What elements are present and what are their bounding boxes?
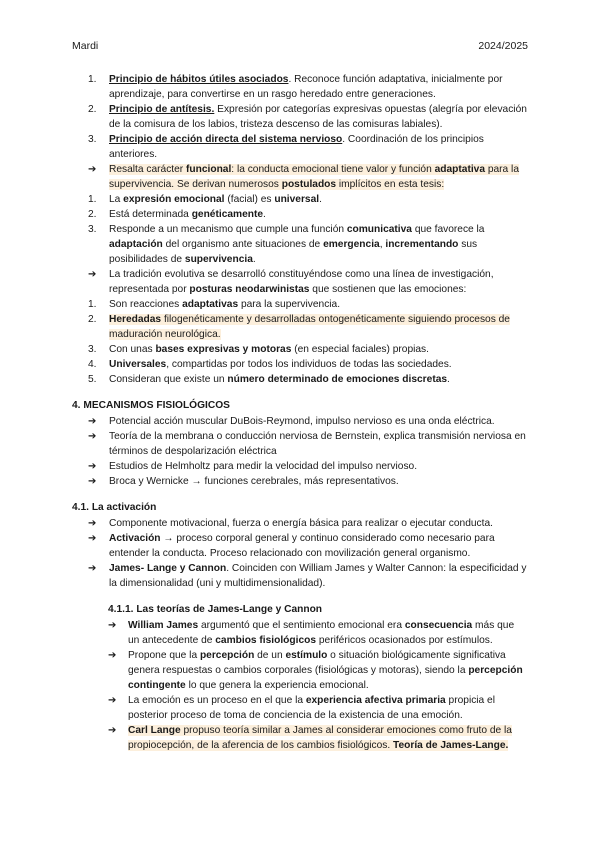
arrow-icon: ➔ bbox=[88, 533, 97, 544]
arrow-item: ➔ William James argumentó que el sentimiento emocional era consecuencia más que un antecedente de cambios fisiológicos periféricos ocasionados por estímulos. bbox=[108, 620, 515, 646]
list-item: 1. La expresión emocional (facial) es universal. bbox=[88, 194, 322, 205]
arrow-item: ➔ Broca y Wernicke → funciones cerebrales, más representativos. bbox=[88, 476, 399, 487]
list-number: 1. bbox=[88, 74, 97, 85]
list-item: 2. Está determinada genéticamente. bbox=[88, 209, 266, 220]
list-item: 1. Son reacciones adaptativas para la supervivencia. bbox=[88, 299, 341, 310]
arrow-icon: ➔ bbox=[88, 416, 97, 427]
list-item: 1. Principio de hábitos útiles asociados. Reconoce función adaptativa, inicialmente por aprendizaje, para convertirse en un rasgo heredado entre generaciones. bbox=[88, 74, 503, 100]
list-number: 3. bbox=[88, 134, 97, 145]
list-number: 3. bbox=[88, 344, 97, 355]
list-item: 4. Universales, compartidas por todos los individuos de todas las sociedades. bbox=[88, 359, 452, 370]
arrow-icon: ➔ bbox=[108, 725, 117, 736]
header-right: 2024/2025 bbox=[478, 40, 528, 52]
arrow-icon: ➔ bbox=[88, 518, 97, 529]
arrow-icon: ➔ bbox=[108, 620, 117, 631]
list-item: 3. Responde a un mecanismo que cumple una función comunicativa que favorece la adaptación del organismo ante situaciones de emergencia, incrementando sus posibilidades de supervivencia. bbox=[88, 224, 485, 265]
arrow-item: ➔ Potencial acción muscular DuBois-Reymond, impulso nervioso es una onda eléctrica. bbox=[88, 416, 495, 427]
arrow-item: ➔ La tradición evolutiva se desarrolló constituyéndose como una línea de investigación, representada por posturas neodarwinistas que sostienen que las emociones: bbox=[88, 269, 494, 295]
arrow-item: ➔ James- Lange y Cannon. Coinciden con William James y Walter Cannon: la especificidad y la dimensionalidad (uni y multidimensionalidad). bbox=[88, 563, 527, 589]
arrow-icon: ➔ bbox=[108, 650, 117, 661]
list-item: 5. Consideran que existe un número determinado de emociones discretas. bbox=[88, 374, 450, 385]
arrow-item: ➔ Componente motivacional, fuerza o energía básica para realizar o ejecutar conducta. bbox=[88, 518, 493, 529]
document-body bbox=[72, 72, 528, 753]
arrow-item: ➔ Activación → proceso corporal general y continuo considerado como necesario para entender la conducta. Proceso relacionado con movilización general organismo. bbox=[88, 533, 495, 559]
principle-title: Principio de antítesis. bbox=[109, 104, 215, 115]
arrow-icon: ➔ bbox=[88, 563, 97, 574]
arrow-item: ➔ La emoción es un proceso en el que la experiencia afectiva primaria propicia el posterior proceso de toma de conciencia de la existencia de una emoción. bbox=[108, 695, 495, 721]
arrow-icon: ➔ bbox=[88, 461, 97, 472]
arrow-item: ➔ Teoría de la membrana o conducción nerviosa de Bernstein, explica transmisión nerviosa en términos de despolarización eléctrica bbox=[88, 431, 526, 457]
arrow-item-highlighted: ➔ Resalta carácter funcional: la conducta emocional tiene valor y función adaptativa para la supervivencia. Se derivan numerosos postulados implícitos en esta tesis: bbox=[88, 164, 519, 190]
list-item-highlighted: 2. Heredadas filogenéticamente y desarrolladas ontogenéticamente siguiendo procesos de maduración neurológica. bbox=[88, 314, 510, 340]
list-number: 5. bbox=[88, 374, 97, 385]
section-heading: 4.1. La activación bbox=[72, 502, 157, 513]
list-number: 4. bbox=[88, 359, 97, 370]
list-number: 1. bbox=[88, 194, 97, 205]
list-number: 2. bbox=[88, 209, 97, 220]
list-number: 3. bbox=[88, 224, 97, 235]
arrow-icon: ➔ bbox=[88, 269, 97, 280]
list-item: 3. Principio de acción directa del sistema nervioso. Coordinación de los principios anteriores. bbox=[88, 134, 484, 160]
arrow-icon: ➔ bbox=[88, 431, 97, 442]
arrow-icon: ➔ bbox=[88, 164, 97, 175]
list-item: 3. Con unas bases expresivas y motoras (en especial faciales) propias. bbox=[88, 344, 429, 355]
list-number: 2. bbox=[88, 314, 97, 325]
principle-title: Principio de acción directa del sistema nervioso bbox=[109, 134, 343, 145]
section-heading: 4. MECANISMOS FISIOLÓGICOS bbox=[72, 400, 230, 411]
principle-title: Principio de hábitos útiles asociados bbox=[109, 74, 289, 85]
list-number: 2. bbox=[88, 104, 97, 115]
arrow-icon: ➔ bbox=[108, 695, 117, 706]
arrow-item-highlighted: ➔ Carl Lange propuso teoría similar a James al considerar emociones como fruto de la propiocepción, de la aferencia de los cambios fisiológicos. Teoría de James-Lange. bbox=[108, 725, 512, 751]
list-number: 1. bbox=[88, 299, 97, 310]
arrow-item: ➔ Propone que la percepción de un estímulo o situación biológicamente significativa genera respuestas o cambios corporales (fisiológicas y motoras), siendo la percepción contingente lo que genera la experiencia emocional. bbox=[108, 650, 523, 691]
header-left: Mardi bbox=[72, 40, 99, 52]
arrow-icon: ➔ bbox=[88, 476, 97, 487]
arrow-item: ➔ Estudios de Helmholtz para medir la velocidad del impulso nervioso. bbox=[88, 461, 418, 472]
subsection-heading: 4.1.1. Las teorías de James-Lange y Cannon bbox=[108, 604, 323, 615]
list-item: 2. Principio de antítesis. Expresión por categorías expresivas opuestas (alegría por elevación de la comisura de los labios, tristeza descenso de las comisuras labiales). bbox=[88, 104, 527, 130]
